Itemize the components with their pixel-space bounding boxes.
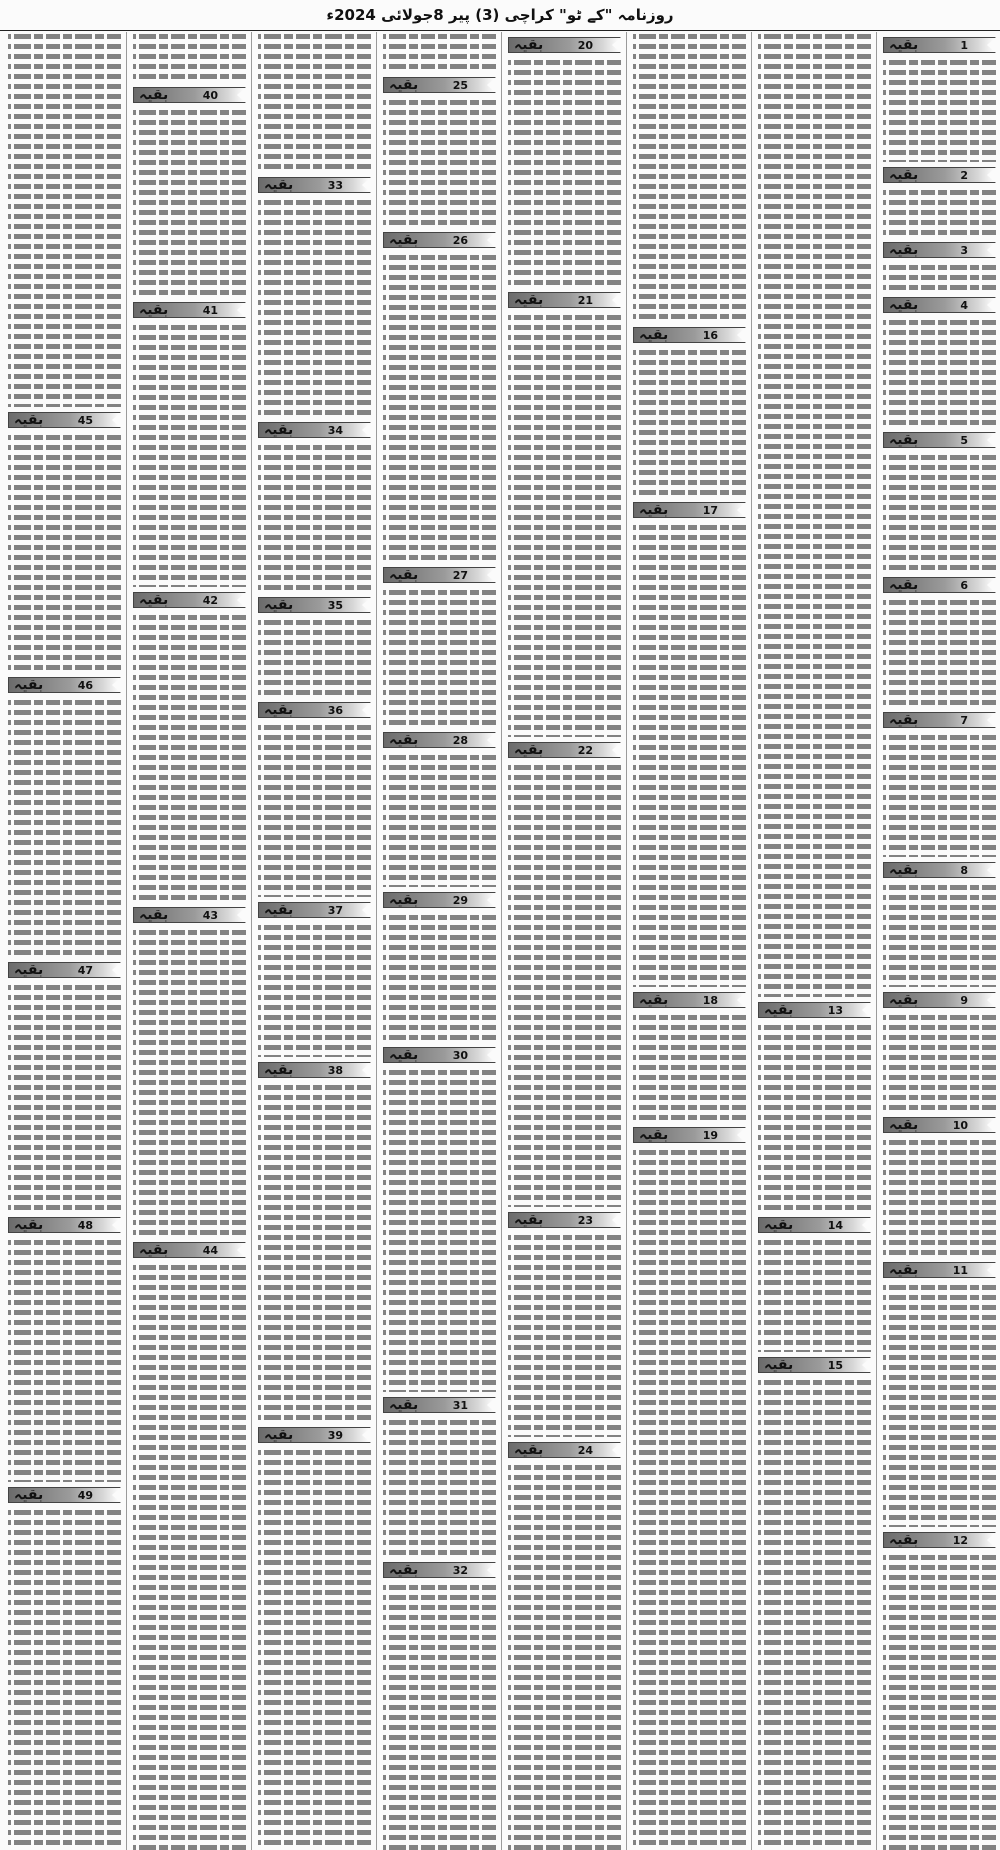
continuation-tag xyxy=(133,85,246,105)
continuation-tag xyxy=(383,1045,496,1065)
article-text xyxy=(758,1238,871,1352)
column-1 xyxy=(879,32,1000,1850)
continuation-tag xyxy=(883,295,996,315)
article-text xyxy=(8,983,121,1212)
article-text xyxy=(383,98,496,227)
tag-number: 31 xyxy=(452,1398,468,1412)
article-text xyxy=(883,1013,996,1112)
tag-word: بقیہ xyxy=(889,297,919,313)
tag-number: 15 xyxy=(827,1358,843,1372)
tag-number: 9 xyxy=(960,993,968,1007)
article-text xyxy=(633,1013,746,1122)
article-text xyxy=(8,1238,121,1482)
tag-word: بقیہ xyxy=(389,232,419,248)
continuation-tag xyxy=(8,410,121,430)
tag-word: بقیہ xyxy=(14,1487,44,1503)
article-text xyxy=(8,433,121,672)
continuation-tag xyxy=(8,960,121,980)
tag-number: 40 xyxy=(202,88,218,102)
column-rule xyxy=(751,32,752,1850)
article-text xyxy=(8,32,121,407)
tag-number: 11 xyxy=(952,1263,968,1277)
continuation-tag xyxy=(133,905,246,925)
continuation-tag xyxy=(383,565,496,585)
tag-number: 26 xyxy=(452,233,468,247)
column-4 xyxy=(504,32,625,1850)
tag-word: بقیہ xyxy=(514,37,544,53)
article-text xyxy=(258,1083,371,1422)
continuation-tag xyxy=(383,230,496,250)
continuation-tag xyxy=(133,300,246,320)
article-text xyxy=(633,348,746,497)
tag-word: بقیہ xyxy=(889,1532,919,1548)
article-text xyxy=(133,928,246,1237)
tag-word: بقیہ xyxy=(639,992,669,1008)
tag-number: 44 xyxy=(202,1243,218,1257)
continuation-tag xyxy=(508,35,621,55)
tag-number: 16 xyxy=(702,328,718,342)
tag-number: 17 xyxy=(702,503,718,517)
tag-word: بقیہ xyxy=(764,1002,794,1018)
article-text xyxy=(883,58,996,162)
continuation-tag xyxy=(258,900,371,920)
article-text xyxy=(383,1418,496,1557)
tag-number: 35 xyxy=(327,598,343,612)
article-text xyxy=(133,323,246,587)
tag-word: بقیہ xyxy=(264,422,294,438)
tag-number: 13 xyxy=(827,1003,843,1017)
tag-word: بقیہ xyxy=(14,412,44,428)
article-text xyxy=(758,32,871,997)
tag-number: 7 xyxy=(960,713,968,727)
tag-word: بقیہ xyxy=(639,327,669,343)
tag-number: 10 xyxy=(952,1118,968,1132)
tag-word: بقیہ xyxy=(139,87,169,103)
tag-number: 36 xyxy=(327,703,343,717)
article-text xyxy=(758,1378,871,1850)
column-rule xyxy=(876,32,877,1850)
continuation-tag xyxy=(383,890,496,910)
article-text xyxy=(883,598,996,707)
article-text xyxy=(8,698,121,957)
article-text xyxy=(883,1283,996,1527)
article-text xyxy=(508,313,621,737)
continuation-tag xyxy=(258,700,371,720)
tag-number: 18 xyxy=(702,993,718,1007)
tag-number: 25 xyxy=(452,78,468,92)
tag-word: بقیہ xyxy=(514,292,544,308)
article-text xyxy=(133,1263,246,1850)
tag-number: 2 xyxy=(960,168,968,182)
continuation-tag xyxy=(883,430,996,450)
tag-number: 1 xyxy=(960,38,968,52)
article-text xyxy=(883,1138,996,1257)
tag-word: بقیہ xyxy=(639,1127,669,1143)
tag-word: بقیہ xyxy=(639,502,669,518)
tag-number: 39 xyxy=(327,1428,343,1442)
tag-word: بقیہ xyxy=(889,167,919,183)
tag-number: 41 xyxy=(202,303,218,317)
continuation-tag xyxy=(883,1530,996,1550)
continuation-tag xyxy=(508,740,621,760)
article-text xyxy=(258,443,371,592)
tag-word: بقیہ xyxy=(389,1562,419,1578)
continuation-tag xyxy=(883,240,996,260)
article-text xyxy=(258,618,371,697)
tag-word: بقیہ xyxy=(889,992,919,1008)
tag-word: بقیہ xyxy=(889,1117,919,1133)
column-7 xyxy=(129,32,250,1850)
article-text xyxy=(8,1508,121,1850)
tag-word: بقیہ xyxy=(264,177,294,193)
tag-word: بقیہ xyxy=(889,577,919,593)
article-text xyxy=(633,32,746,322)
tag-word: بقیہ xyxy=(139,1242,169,1258)
continuation-tag xyxy=(883,710,996,730)
continuation-tag xyxy=(883,575,996,595)
continuation-tag xyxy=(383,730,496,750)
tag-word: بقیہ xyxy=(514,742,544,758)
tag-word: بقیہ xyxy=(389,892,419,908)
article-text xyxy=(508,1233,621,1437)
continuation-tag xyxy=(508,1210,621,1230)
article-text xyxy=(758,1023,871,1212)
tag-word: بقیہ xyxy=(514,1442,544,1458)
article-text xyxy=(258,1448,371,1850)
tag-word: بقیہ xyxy=(264,702,294,718)
column-3 xyxy=(629,32,750,1850)
tag-word: بقیہ xyxy=(764,1217,794,1233)
tag-number: 38 xyxy=(327,1063,343,1077)
tag-number: 8 xyxy=(960,863,968,877)
article-text xyxy=(258,32,371,172)
tag-number: 45 xyxy=(77,413,93,427)
column-rule xyxy=(376,32,377,1850)
tag-number: 5 xyxy=(960,433,968,447)
article-text xyxy=(633,1148,746,1850)
article-text xyxy=(383,913,496,1042)
article-text xyxy=(133,613,246,902)
article-text xyxy=(383,32,496,72)
article-text xyxy=(883,733,996,857)
tag-word: بقیہ xyxy=(264,1427,294,1443)
tag-number: 32 xyxy=(452,1563,468,1577)
article-text xyxy=(383,588,496,727)
tag-number: 37 xyxy=(327,903,343,917)
article-text xyxy=(383,253,496,562)
column-2 xyxy=(754,32,875,1850)
tag-number: 27 xyxy=(452,568,468,582)
masthead xyxy=(0,0,1000,31)
continuation-tag xyxy=(258,175,371,195)
article-text xyxy=(633,523,746,987)
tag-word: بقیہ xyxy=(139,302,169,318)
tag-number: 28 xyxy=(452,733,468,747)
masthead-title: روزنامہ "کے ٹو" کراچی (3) پیر 8جولائی 2024ء xyxy=(326,6,674,24)
continuation-tag xyxy=(383,1395,496,1415)
article-text xyxy=(383,1068,496,1392)
tag-number: 23 xyxy=(577,1213,593,1227)
tag-number: 3 xyxy=(960,243,968,257)
continuation-grid xyxy=(0,32,1000,1850)
article-text xyxy=(883,318,996,427)
tag-number: 12 xyxy=(952,1533,968,1547)
tag-word: بقیہ xyxy=(264,902,294,918)
continuation-tag xyxy=(508,290,621,310)
column-rule xyxy=(126,32,127,1850)
tag-word: بقیہ xyxy=(139,907,169,923)
tag-number: 22 xyxy=(577,743,593,757)
tag-number: 29 xyxy=(452,893,468,907)
article-text xyxy=(258,198,371,417)
article-text xyxy=(258,723,371,897)
article-text xyxy=(508,763,621,1207)
article-text xyxy=(258,923,371,1057)
tag-word: بقیہ xyxy=(889,1262,919,1278)
article-text xyxy=(883,883,996,987)
tag-number: 19 xyxy=(702,1128,718,1142)
tag-number: 49 xyxy=(77,1488,93,1502)
article-text xyxy=(508,58,621,287)
tag-word: بقیہ xyxy=(389,732,419,748)
article-text xyxy=(383,753,496,887)
article-text xyxy=(883,453,996,572)
tag-word: بقیہ xyxy=(764,1357,794,1373)
article-text xyxy=(133,32,246,82)
continuation-tag xyxy=(508,1440,621,1460)
continuation-tag xyxy=(883,1115,996,1135)
tag-word: بقیہ xyxy=(389,1397,419,1413)
continuation-tag xyxy=(8,1485,121,1505)
tag-word: بقیہ xyxy=(889,432,919,448)
column-rule xyxy=(251,32,252,1850)
continuation-tag xyxy=(883,165,996,185)
article-text xyxy=(883,188,996,237)
tag-word: بقیہ xyxy=(889,37,919,53)
tag-word: بقیہ xyxy=(889,712,919,728)
article-text xyxy=(133,108,246,297)
column-rule xyxy=(501,32,502,1850)
tag-word: بقیہ xyxy=(14,962,44,978)
column-rule xyxy=(626,32,627,1850)
tag-number: 42 xyxy=(202,593,218,607)
tag-word: بقیہ xyxy=(264,1062,294,1078)
article-text xyxy=(883,1553,996,1850)
continuation-tag xyxy=(258,420,371,440)
continuation-tag xyxy=(633,500,746,520)
tag-number: 30 xyxy=(452,1048,468,1062)
tag-word: بقیہ xyxy=(514,1212,544,1228)
continuation-tag xyxy=(258,1060,371,1080)
tag-word: بقیہ xyxy=(14,677,44,693)
continuation-tag xyxy=(633,1125,746,1145)
tag-word: بقیہ xyxy=(889,242,919,258)
tag-word: بقیہ xyxy=(264,597,294,613)
continuation-tag xyxy=(258,595,371,615)
column-6 xyxy=(254,32,375,1850)
continuation-tag xyxy=(633,990,746,1010)
continuation-tag xyxy=(133,1240,246,1260)
continuation-tag xyxy=(883,860,996,880)
continuation-tag xyxy=(758,1355,871,1375)
tag-number: 4 xyxy=(960,298,968,312)
tag-word: بقیہ xyxy=(139,592,169,608)
continuation-tag xyxy=(633,325,746,345)
continuation-tag xyxy=(758,1000,871,1020)
tag-number: 21 xyxy=(577,293,593,307)
article-text xyxy=(508,1463,621,1850)
tag-word: بقیہ xyxy=(389,1047,419,1063)
tag-number: 43 xyxy=(202,908,218,922)
tag-number: 20 xyxy=(577,38,593,52)
tag-number: 14 xyxy=(827,1218,843,1232)
continuation-tag xyxy=(883,35,996,55)
tag-word: بقیہ xyxy=(889,862,919,878)
continuation-tag xyxy=(8,1215,121,1235)
continuation-tag xyxy=(758,1215,871,1235)
tag-word: بقیہ xyxy=(389,567,419,583)
continuation-tag xyxy=(8,675,121,695)
tag-word: بقیہ xyxy=(389,77,419,93)
column-8 xyxy=(4,32,125,1850)
continuation-tag xyxy=(133,590,246,610)
tag-word: بقیہ xyxy=(14,1217,44,1233)
tag-number: 6 xyxy=(960,578,968,592)
continuation-tag xyxy=(883,990,996,1010)
article-text xyxy=(383,1583,496,1850)
tag-number: 46 xyxy=(77,678,93,692)
continuation-tag xyxy=(883,1260,996,1280)
article-text xyxy=(883,263,996,292)
continuation-tag xyxy=(383,1560,496,1580)
column-5 xyxy=(379,32,500,1850)
tag-number: 24 xyxy=(577,1443,593,1457)
tag-number: 47 xyxy=(77,963,93,977)
continuation-tag xyxy=(258,1425,371,1445)
tag-number: 34 xyxy=(327,423,343,437)
continuation-tag xyxy=(383,75,496,95)
tag-number: 33 xyxy=(327,178,343,192)
tag-number: 48 xyxy=(77,1218,93,1232)
